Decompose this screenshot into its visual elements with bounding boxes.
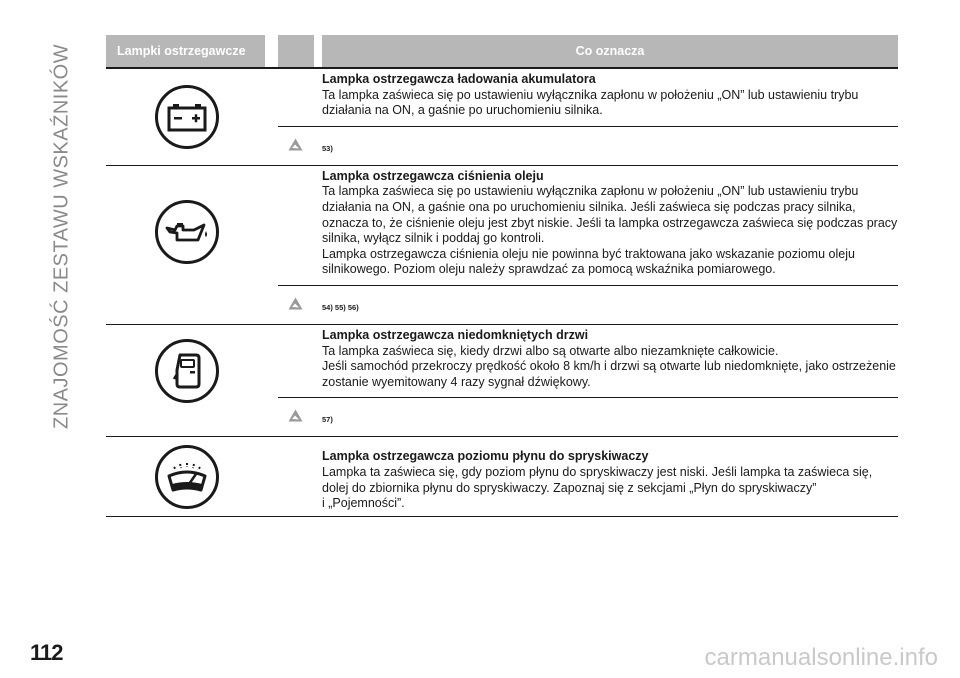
- note-references: 54) 55) 56): [322, 302, 359, 312]
- reference-line: [278, 397, 898, 436]
- battery-icon: [155, 85, 219, 149]
- row-body-line: działania na ON, a gaśnie po uruchomieniu silnika.: [322, 103, 603, 118]
- warning-triangle-icon: [288, 409, 303, 422]
- row-body-line: dolej do zbiornika płynu do spryskiwaczy. Zapoznaj się z sekcjami „Płyn do spryskiwaczy”: [322, 480, 817, 495]
- warning-triangle-icon: [288, 138, 303, 151]
- section-title: ZNAJOMOŚĆ ZESTAWU WSKAŹNIKÓW: [50, 43, 73, 429]
- row-body-line: Lampka ta zaświeca się, gdy poziom płynu do spryskiwaczy jest niski. Jeśli lampka ta zaświeca się,: [322, 464, 873, 479]
- row-body-line: zostanie wyemitowany 4 razy sygnał dźwiękowy.: [322, 374, 591, 389]
- row-title: Lampka ostrzegawcza poziomu płynu do spryskiwaczy: [322, 449, 649, 464]
- washer-fluid-icon: [155, 445, 219, 509]
- row-title: Lampka ostrzegawcza niedomkniętych drzwi: [322, 327, 589, 342]
- table-row: [106, 69, 898, 166]
- table-header: [106, 35, 898, 69]
- table-row: [106, 166, 898, 325]
- row-title: Lampka ostrzegawcza ciśnienia oleju: [322, 168, 544, 183]
- row-body-line: Ta lampka zaświeca się, kiedy drzwi albo są otwarte albo niezamknięte całkowicie.: [322, 343, 779, 358]
- door-open-icon: [155, 339, 219, 403]
- header-warning-lights: Lampki ostrzegawcze: [106, 35, 265, 67]
- note-references: 53): [322, 143, 333, 153]
- warning-lights-table: [106, 69, 898, 517]
- row-body-line: silnikowego. Poziom oleju należy sprawdzać za pomocą wskaźnika pomiarowego.: [322, 262, 776, 277]
- reference-line: [278, 285, 898, 324]
- oil-can-icon: [155, 200, 219, 264]
- row-body-line: silnika, wyłącz silnik i poddaj go kontroli.: [322, 231, 545, 246]
- row-body-line: Ta lampka zaświeca się po ustawieniu wyłącznika zapłonu w położeniu „ON” lub ustawieniu trybu: [322, 87, 859, 102]
- row-body-line: Lampka ostrzegawcza ciśnienia oleju nie powinna być traktowana jako wskazanie poziomu oleju: [322, 246, 855, 261]
- watermark: carmanualsonline.info: [704, 644, 938, 671]
- warning-triangle-icon: [288, 297, 303, 310]
- row-title: Lampka ostrzegawcza ładowania akumulatora: [322, 72, 596, 86]
- row-body-line: Jeśli samochód przekroczy prędkość około 8 km/h i drzwi są otwarte lub niedomknięte, jako ostrzeżenie: [322, 359, 896, 374]
- header-meaning: Co oznacza: [322, 35, 898, 67]
- header-spacer: [278, 35, 314, 67]
- row-body-line: i „Pojemności”.: [322, 496, 405, 511]
- row-body-line: Ta lampka zaświeca się po ustawieniu wyłącznika zapłonu w położeniu „ON” lub ustawieniu trybu: [322, 184, 859, 199]
- page-number: 112: [30, 640, 63, 665]
- table-row: [106, 437, 898, 517]
- note-references: 57): [322, 415, 333, 425]
- row-body-line: działania na ON, a gaśnie ona po uruchomieniu silnika. Jeśli zaświeca się podczas pracy silnika,: [322, 199, 856, 214]
- row-body-line: oznacza to, że ciśnienie oleju jest zbyt niskie. Jeśli ta lampka ostrzegawcza zaświeca się podczas pracy: [322, 215, 898, 230]
- reference-line: [278, 126, 898, 165]
- table-row: [106, 325, 898, 437]
